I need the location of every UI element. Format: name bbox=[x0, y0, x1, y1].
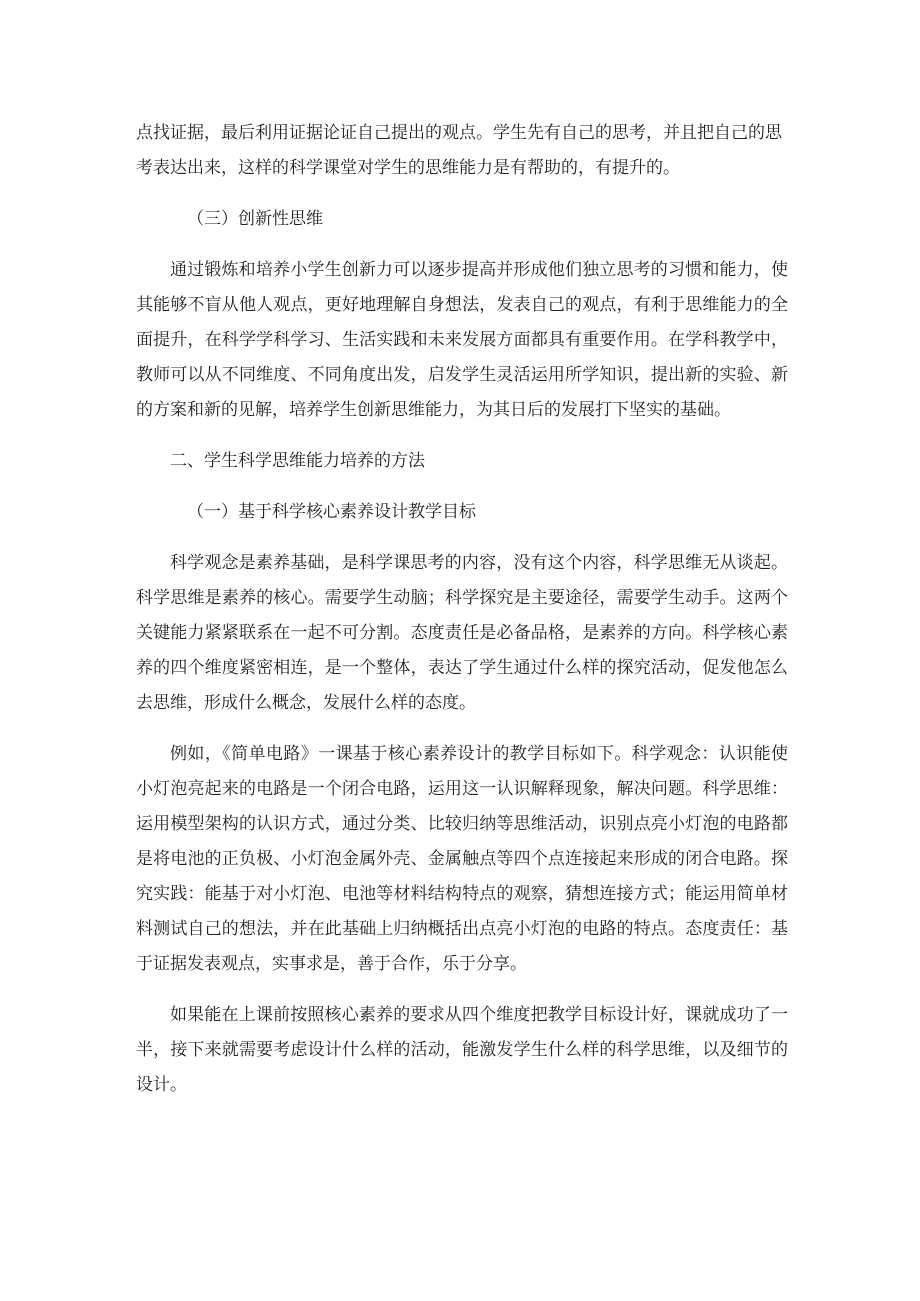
paragraph-core-literacy: 科学观念是素养基础，是科学课思考的内容，没有这个内容，科学思维无从谈起。科学思维是素养的核心。需要学生动脑；科学探究是主要途径，需要学生动手。这两个关键能力紧紧联系在一起不可分割。态度责任是必备品格，是素养的方向。科学核心素养的四个维度紧密相连，是一个整体，表达了学生通过什么样的探究活动，促发他怎么去思维，形成什么概念，发展什么样的态度。 bbox=[136, 553, 788, 713]
subheading-innovative-thinking: （三）创新性思维 bbox=[187, 209, 323, 229]
paragraph-innovation: 通过锻炼和培养小学生创新力可以逐步提高并形成他们独立思考的习惯和能力，使其能够不盲从他人观点，更好地理解自身想法，发表自己的观点，有利于思维能力的全面提升，在科学学科学习、生活实践和未来发展方面都具有重要作用。在学科教学中，教师可以从不同维度、不同角度出发，启发学生灵活运用所学知识，提出新的实验、新的方案和新的见解，培养学生创新思维能力，为其日后的发展打下坚实的基础。 bbox=[136, 260, 788, 420]
paragraph-circuit-example: 例如，《简单电路》一课基于核心素养设计的教学目标如下。科学观念：认识能使小灯泡亮起来的电路是一个闭合电路，运用这一认识解释现象，解决问题。科学思维：运用模型架构的认识方式，通过分类、比较归纳等思维活动，识别点亮小灯泡的电路都是将电池的正负极、小灯泡金属外壳、金属触点等四个点连接起来形成的闭合电路。探究实践：能基于对小灯泡、电池等材料结构特点的观察，猜想连接方式；能运用简单材料测试自己的想法，并在此基础上归纳概括出点亮小灯泡的电路的特点。态度责任：基于证据发表观点，实事求是，善于合作，乐于分享。 bbox=[136, 744, 788, 974]
section-heading-methods: 二、学生科学思维能力培养的方法 bbox=[170, 451, 425, 471]
paragraph-goal-design: 如果能在上课前按照核心素养的要求从四个维度把教学目标设计好，课就成功了一半，接下来就需要考虑设计什么样的活动，能激发学生什么样的科学思维，以及细节的设计。 bbox=[136, 1005, 788, 1095]
continuation-paragraph: 点找证据，最后利用证据论证自己提出的观点。学生先有自己的思考，并且把自己的思考表达出来，这样的科学课堂对学生的思维能力是有帮助的，有提升的。 bbox=[136, 123, 782, 178]
subheading-teaching-goals: （一）基于科学核心素养设计教学目标 bbox=[187, 502, 476, 522]
